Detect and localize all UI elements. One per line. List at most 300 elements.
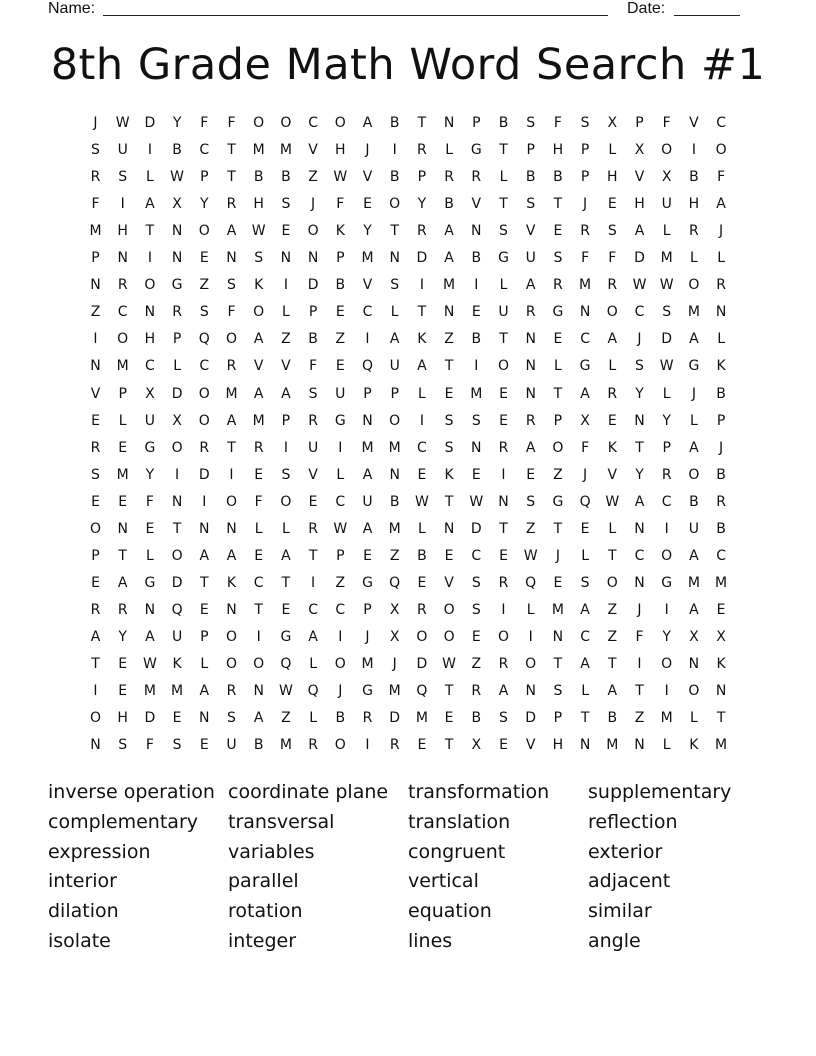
grid-letter[interactable]: X xyxy=(471,737,482,754)
grid-letter[interactable]: R xyxy=(253,439,264,456)
grid-letter[interactable]: P xyxy=(580,142,590,159)
grid-letter[interactable]: A xyxy=(498,683,509,700)
grid-letter[interactable]: V xyxy=(90,385,101,402)
grid-letter[interactable]: O xyxy=(497,628,510,645)
grid-letter[interactable]: U xyxy=(226,737,237,754)
grid-letter[interactable]: K xyxy=(254,277,264,294)
grid-letter[interactable]: Q xyxy=(416,683,428,700)
grid-letter[interactable]: O xyxy=(334,737,346,754)
grid-letter[interactable]: N xyxy=(498,493,509,510)
grid-letter[interactable]: R xyxy=(525,412,536,429)
grid-letter[interactable]: M xyxy=(715,574,728,591)
grid-letter[interactable]: C xyxy=(253,574,264,591)
grid-letter[interactable]: B xyxy=(389,115,400,131)
grid-letter[interactable]: S xyxy=(471,574,481,591)
grid-letter[interactable]: O xyxy=(688,683,700,700)
grid-letter[interactable]: O xyxy=(389,412,401,429)
grid-letter[interactable]: S xyxy=(281,466,291,483)
grid-letter[interactable]: R xyxy=(580,223,590,240)
grid-letter[interactable]: J xyxy=(338,683,343,700)
grid-letter[interactable]: A xyxy=(145,196,155,213)
grid-letter[interactable]: V xyxy=(253,358,264,375)
grid-letter[interactable]: L xyxy=(145,547,154,564)
grid-letter[interactable]: E xyxy=(172,710,182,727)
grid-letter[interactable]: Z xyxy=(607,628,618,645)
grid-letter[interactable]: M xyxy=(415,710,428,727)
grid-letter[interactable]: M xyxy=(171,683,184,700)
grid-letter[interactable]: H xyxy=(607,169,618,186)
grid-letter[interactable]: L xyxy=(417,520,426,537)
grid-letter[interactable]: R xyxy=(308,737,318,754)
grid-letter[interactable]: C xyxy=(580,628,590,645)
grid-letter[interactable]: B xyxy=(389,493,400,510)
grid-letter[interactable]: L xyxy=(118,412,127,429)
grid-letter[interactable]: I xyxy=(365,331,370,348)
grid-letter[interactable]: I xyxy=(474,277,479,294)
grid-letter[interactable]: A xyxy=(580,385,590,402)
grid-letter[interactable]: N xyxy=(199,710,210,727)
grid-letter[interactable]: T xyxy=(499,520,508,537)
grid-letter[interactable]: T xyxy=(444,683,454,700)
grid-letter[interactable]: U xyxy=(307,439,319,456)
grid-letter[interactable]: B xyxy=(253,737,264,754)
grid-letter[interactable]: T xyxy=(227,439,236,456)
grid-letter[interactable]: L xyxy=(281,520,290,537)
grid-letter[interactable]: O xyxy=(661,142,673,159)
grid-letter[interactable]: D xyxy=(198,466,210,483)
grid-letter[interactable]: N xyxy=(90,737,101,754)
grid-letter[interactable]: C xyxy=(417,439,427,456)
grid-letter[interactable]: U xyxy=(661,196,672,213)
grid-letter[interactable]: S xyxy=(580,115,590,131)
grid-letter[interactable]: M xyxy=(116,358,129,375)
grid-letter[interactable]: S xyxy=(444,412,454,429)
grid-letter[interactable]: N xyxy=(471,223,482,240)
grid-letter[interactable]: E xyxy=(417,466,427,483)
grid-letter[interactable]: O xyxy=(334,656,346,672)
grid-letter[interactable]: G xyxy=(470,142,482,159)
grid-letter[interactable]: N xyxy=(471,439,482,456)
grid-letter[interactable]: M xyxy=(660,710,673,727)
grid-letter[interactable]: E xyxy=(363,196,372,213)
grid-letter[interactable]: N xyxy=(117,250,128,267)
grid-letter[interactable]: L xyxy=(581,547,589,564)
grid-letter[interactable]: Z xyxy=(525,520,536,537)
grid-letter[interactable]: B xyxy=(716,520,726,537)
grid-letter[interactable]: R xyxy=(172,304,182,321)
grid-letter[interactable]: W xyxy=(523,547,538,564)
grid-letter[interactable]: N xyxy=(525,331,536,348)
grid-letter[interactable]: O xyxy=(89,520,102,537)
grid-letter[interactable]: X xyxy=(661,169,672,186)
grid-letter[interactable]: A xyxy=(689,601,699,618)
grid-letter[interactable]: S xyxy=(662,304,672,321)
grid-letter[interactable]: E xyxy=(444,547,454,564)
grid-letter[interactable]: D xyxy=(661,331,673,348)
grid-letter[interactable]: V xyxy=(471,196,482,213)
grid-letter[interactable]: R xyxy=(716,277,726,294)
grid-letter[interactable]: N xyxy=(443,115,455,131)
grid-letter[interactable]: L xyxy=(717,331,725,348)
grid-letter[interactable]: C xyxy=(716,115,726,131)
grid-letter[interactable]: I xyxy=(664,520,669,537)
grid-letter[interactable]: Q xyxy=(525,574,537,591)
grid-letter[interactable]: T xyxy=(444,358,454,375)
grid-letter[interactable]: V xyxy=(634,169,645,186)
grid-letter[interactable]: O xyxy=(416,628,428,645)
grid-letter[interactable]: A xyxy=(90,628,101,645)
grid-letter[interactable]: P xyxy=(200,169,209,186)
grid-letter[interactable]: W xyxy=(632,277,647,294)
grid-letter[interactable]: P xyxy=(662,439,671,456)
grid-letter[interactable]: J xyxy=(719,439,724,456)
grid-letter[interactable]: M xyxy=(687,304,700,321)
grid-letter[interactable]: R xyxy=(498,574,509,591)
grid-letter[interactable]: M xyxy=(252,412,265,429)
grid-letter[interactable]: L xyxy=(173,358,181,375)
grid-letter[interactable]: B xyxy=(335,277,346,294)
grid-letter[interactable]: W xyxy=(414,493,429,510)
grid-letter[interactable]: T xyxy=(553,385,563,402)
grid-letter[interactable]: P xyxy=(91,250,100,267)
grid-letter[interactable]: E xyxy=(607,196,617,213)
grid-letter[interactable]: I xyxy=(528,628,533,645)
grid-letter[interactable]: O xyxy=(443,628,455,645)
grid-letter[interactable]: X xyxy=(389,628,400,645)
grid-letter[interactable]: R xyxy=(90,439,101,456)
grid-letter[interactable]: O xyxy=(443,601,455,618)
grid-letter[interactable]: O xyxy=(253,304,265,321)
grid-letter[interactable]: T xyxy=(499,331,508,348)
grid-letter[interactable]: N xyxy=(144,601,156,618)
grid-letter[interactable]: M xyxy=(361,250,374,267)
grid-letter[interactable]: N xyxy=(443,304,455,321)
grid-letter[interactable]: E xyxy=(118,683,128,700)
grid-letter[interactable]: Z xyxy=(335,574,346,591)
grid-letter[interactable]: E xyxy=(471,304,481,321)
grid-letter[interactable]: T xyxy=(308,547,318,564)
grid-letter[interactable]: H xyxy=(117,223,128,240)
grid-letter[interactable]: S xyxy=(526,493,536,510)
grid-letter[interactable]: G xyxy=(334,412,346,429)
grid-letter[interactable]: B xyxy=(689,493,699,510)
grid-letter[interactable]: G xyxy=(579,358,591,375)
grid-letter[interactable]: P xyxy=(635,115,644,131)
grid-letter[interactable]: E xyxy=(417,737,427,754)
grid-letter[interactable]: E xyxy=(91,412,100,429)
grid-letter[interactable]: R xyxy=(607,385,618,402)
grid-letter[interactable]: E xyxy=(499,547,508,564)
grid-letter[interactable]: B xyxy=(716,385,726,402)
grid-letter[interactable]: M xyxy=(116,466,129,483)
grid-letter[interactable]: Q xyxy=(579,493,591,510)
grid-letter[interactable]: O xyxy=(117,331,129,348)
grid-letter[interactable]: R xyxy=(226,683,237,700)
grid-letter[interactable]: L xyxy=(553,358,562,375)
grid-letter[interactable]: F xyxy=(309,358,318,375)
grid-letter[interactable]: B xyxy=(498,115,509,131)
grid-letter[interactable]: S xyxy=(227,277,236,294)
grid-letter[interactable]: G xyxy=(552,304,564,321)
grid-letter[interactable]: U xyxy=(144,412,156,429)
grid-letter[interactable]: P xyxy=(553,710,563,727)
grid-letter[interactable]: W xyxy=(659,358,674,375)
grid-letter[interactable]: R xyxy=(471,683,482,700)
grid-letter[interactable]: H xyxy=(144,331,156,348)
grid-letter[interactable]: K xyxy=(444,466,454,483)
grid-letter[interactable]: M xyxy=(361,656,374,672)
grid-letter[interactable]: A xyxy=(117,574,128,591)
grid-letter[interactable]: C xyxy=(145,358,155,375)
grid-letter[interactable]: A xyxy=(689,331,699,348)
grid-letter[interactable]: N xyxy=(199,520,210,537)
grid-letter[interactable]: G xyxy=(144,439,156,456)
grid-letter[interactable]: M xyxy=(579,277,592,294)
grid-letter[interactable]: T xyxy=(444,737,454,754)
grid-letter[interactable]: S xyxy=(227,710,236,727)
grid-letter[interactable]: N xyxy=(525,385,536,402)
grid-letter[interactable]: T xyxy=(172,520,182,537)
grid-letter[interactable]: B xyxy=(281,169,291,186)
grid-letter[interactable]: S xyxy=(91,142,100,159)
grid-letter[interactable]: O xyxy=(225,493,238,510)
grid-letter[interactable]: E xyxy=(499,385,508,402)
grid-letter[interactable]: R xyxy=(689,223,699,240)
date-blank-line[interactable] xyxy=(674,0,740,16)
grid-letter[interactable]: Y xyxy=(145,466,155,483)
grid-letter[interactable]: R xyxy=(498,656,509,672)
grid-letter[interactable]: T xyxy=(716,710,726,727)
grid-letter[interactable]: T xyxy=(227,169,236,186)
grid-letter[interactable]: E xyxy=(281,223,291,240)
grid-letter[interactable]: J xyxy=(93,115,98,131)
grid-letter[interactable]: B xyxy=(525,169,536,186)
grid-letter[interactable]: E xyxy=(363,547,372,564)
grid-letter[interactable]: V xyxy=(308,142,318,159)
grid-letter[interactable]: S xyxy=(471,412,481,429)
grid-letter[interactable]: D xyxy=(171,574,183,591)
grid-letter[interactable]: P xyxy=(363,385,372,402)
grid-letter[interactable]: R xyxy=(117,601,128,618)
grid-letter[interactable]: W xyxy=(605,493,620,510)
grid-letter[interactable]: I xyxy=(338,439,343,456)
grid-letter[interactable]: E xyxy=(553,223,563,240)
grid-letter[interactable]: Z xyxy=(444,331,454,348)
grid-letter[interactable]: Y xyxy=(635,385,644,402)
grid-letter[interactable]: T xyxy=(227,142,236,159)
grid-letter[interactable]: A xyxy=(145,628,155,645)
grid-letter[interactable]: D xyxy=(144,710,156,727)
grid-letter[interactable]: G xyxy=(498,250,509,267)
grid-letter[interactable]: B xyxy=(607,710,618,727)
grid-letter[interactable]: F xyxy=(581,250,590,267)
grid-letter[interactable]: A xyxy=(308,628,318,645)
grid-letter[interactable]: N xyxy=(715,304,727,321)
grid-letter[interactable]: J xyxy=(311,196,316,213)
grid-letter[interactable]: J xyxy=(583,196,588,213)
grid-letter[interactable]: A xyxy=(281,385,291,402)
grid-letter[interactable]: B xyxy=(553,169,563,186)
grid-letter[interactable]: F xyxy=(635,628,644,645)
grid-letter[interactable]: U xyxy=(362,493,373,510)
grid-letter[interactable]: E xyxy=(444,710,454,727)
grid-letter[interactable]: N xyxy=(307,250,319,267)
grid-letter[interactable]: J xyxy=(392,656,397,672)
grid-letter[interactable]: C xyxy=(471,547,482,564)
grid-letter[interactable]: W xyxy=(278,683,293,700)
grid-letter[interactable]: S xyxy=(308,385,318,402)
grid-letter[interactable]: E xyxy=(553,331,563,348)
grid-letter[interactable]: E xyxy=(254,466,264,483)
grid-letter[interactable]: T xyxy=(200,574,209,591)
grid-letter[interactable]: V xyxy=(607,466,618,483)
grid-letter[interactable]: P xyxy=(390,385,399,402)
grid-letter[interactable]: M xyxy=(715,737,728,754)
grid-letter[interactable]: G xyxy=(280,628,292,645)
grid-letter[interactable]: O xyxy=(198,412,210,429)
grid-letter[interactable]: C xyxy=(661,493,672,510)
grid-letter[interactable]: L xyxy=(608,142,617,159)
grid-letter[interactable]: L xyxy=(689,412,698,429)
grid-letter[interactable]: D xyxy=(634,250,645,267)
grid-letter[interactable]: I xyxy=(147,142,152,159)
grid-letter[interactable]: Z xyxy=(308,169,318,186)
grid-letter[interactable]: N xyxy=(226,250,237,267)
grid-letter[interactable]: C xyxy=(308,601,318,618)
grid-letter[interactable]: C xyxy=(362,304,373,321)
grid-letter[interactable]: M xyxy=(687,574,700,591)
grid-letter[interactable]: A xyxy=(253,331,264,348)
grid-letter[interactable]: U xyxy=(389,358,400,375)
grid-letter[interactable]: R xyxy=(661,466,672,483)
grid-letter[interactable]: L xyxy=(689,710,698,727)
grid-letter[interactable]: A xyxy=(444,250,454,267)
grid-letter[interactable]: A xyxy=(634,223,645,240)
grid-letter[interactable]: D xyxy=(171,385,183,402)
grid-letter[interactable]: R xyxy=(444,169,454,186)
grid-letter[interactable]: A xyxy=(716,196,726,213)
grid-letter[interactable]: R xyxy=(417,142,427,159)
grid-letter[interactable]: P xyxy=(281,412,291,429)
grid-letter[interactable]: C xyxy=(634,547,645,564)
grid-letter[interactable]: S xyxy=(390,277,400,294)
grid-letter[interactable]: I xyxy=(664,601,669,618)
grid-letter[interactable]: B xyxy=(308,331,318,348)
grid-letter[interactable]: A xyxy=(281,547,291,564)
grid-letter[interactable]: E xyxy=(91,574,100,591)
grid-letter[interactable]: O xyxy=(307,223,319,240)
grid-letter[interactable]: X xyxy=(389,601,400,618)
grid-letter[interactable]: R xyxy=(226,196,237,213)
grid-letter[interactable]: R xyxy=(90,169,101,186)
grid-letter[interactable]: X xyxy=(145,385,155,402)
grid-letter[interactable]: B xyxy=(689,169,699,186)
grid-letter[interactable]: T xyxy=(608,547,617,564)
grid-letter[interactable]: S xyxy=(499,223,508,240)
grid-letter[interactable]: W xyxy=(251,223,266,240)
grid-letter[interactable]: E xyxy=(716,601,726,618)
grid-letter[interactable]: L xyxy=(499,277,508,294)
grid-letter[interactable]: S xyxy=(526,196,536,213)
grid-letter[interactable]: I xyxy=(501,466,506,483)
grid-letter[interactable]: T xyxy=(390,223,399,240)
grid-letter[interactable]: P xyxy=(363,601,372,618)
grid-letter[interactable]: N xyxy=(579,737,591,754)
grid-letter[interactable]: F xyxy=(662,115,671,131)
grid-letter[interactable]: N xyxy=(552,628,564,645)
grid-letter[interactable]: S xyxy=(254,250,264,267)
grid-letter[interactable]: F xyxy=(91,196,100,213)
grid-letter[interactable]: V xyxy=(525,737,536,754)
grid-letter[interactable]: A xyxy=(689,547,699,564)
grid-letter[interactable]: O xyxy=(334,115,346,131)
grid-letter[interactable]: O xyxy=(253,115,265,131)
grid-letter[interactable]: H xyxy=(688,196,700,213)
grid-letter[interactable]: Z xyxy=(199,277,210,294)
grid-letter[interactable]: R xyxy=(389,737,400,754)
grid-letter[interactable]: I xyxy=(120,196,125,213)
grid-letter[interactable]: F xyxy=(581,439,590,456)
grid-letter[interactable]: S xyxy=(118,737,128,754)
grid-letter[interactable]: H xyxy=(552,737,564,754)
grid-letter[interactable]: L xyxy=(499,169,508,186)
grid-letter[interactable]: N xyxy=(525,683,536,700)
grid-letter[interactable]: I xyxy=(256,628,261,645)
grid-letter[interactable]: D xyxy=(525,710,537,727)
grid-letter[interactable]: C xyxy=(335,493,346,510)
grid-letter[interactable]: I xyxy=(283,439,288,456)
grid-letter[interactable]: N xyxy=(634,520,645,537)
grid-letter[interactable]: A xyxy=(253,710,264,727)
grid-letter[interactable]: B xyxy=(471,710,482,727)
grid-letter[interactable]: E xyxy=(308,493,318,510)
grid-letter[interactable]: E xyxy=(499,412,508,429)
grid-letter[interactable]: Z xyxy=(471,656,482,672)
grid-letter[interactable]: A xyxy=(226,223,237,240)
grid-letter[interactable]: T xyxy=(118,547,127,564)
grid-letter[interactable]: M xyxy=(279,142,292,159)
grid-letter[interactable]: P xyxy=(417,169,427,186)
grid-letter[interactable]: I xyxy=(501,601,506,618)
grid-letter[interactable]: O xyxy=(525,656,537,672)
grid-letter[interactable]: I xyxy=(419,277,424,294)
grid-letter[interactable]: M xyxy=(225,385,238,402)
grid-letter[interactable]: U xyxy=(171,628,183,645)
grid-letter[interactable]: T xyxy=(608,656,617,672)
grid-letter[interactable]: N xyxy=(144,304,156,321)
grid-letter[interactable]: Y xyxy=(172,115,182,131)
grid-letter[interactable]: T xyxy=(444,493,454,510)
grid-letter[interactable]: N xyxy=(634,574,645,591)
grid-letter[interactable]: I xyxy=(338,628,343,645)
grid-letter[interactable]: M xyxy=(470,385,483,402)
grid-letter[interactable]: R xyxy=(308,520,318,537)
grid-letter[interactable]: N xyxy=(280,250,292,267)
grid-letter[interactable]: I xyxy=(202,493,207,510)
grid-letter[interactable]: J xyxy=(691,385,696,402)
grid-letter[interactable]: H xyxy=(253,196,264,213)
grid-letter[interactable]: M xyxy=(279,737,292,754)
grid-letter[interactable]: B xyxy=(417,547,427,564)
grid-letter[interactable]: C xyxy=(199,358,210,375)
grid-letter[interactable]: V xyxy=(525,223,536,240)
grid-letter[interactable]: R xyxy=(525,304,536,321)
grid-letter[interactable]: L xyxy=(689,250,698,267)
grid-letter[interactable]: L xyxy=(200,656,209,672)
grid-letter[interactable]: S xyxy=(553,250,563,267)
grid-letter[interactable]: U xyxy=(525,250,536,267)
grid-letter[interactable]: O xyxy=(253,656,265,672)
